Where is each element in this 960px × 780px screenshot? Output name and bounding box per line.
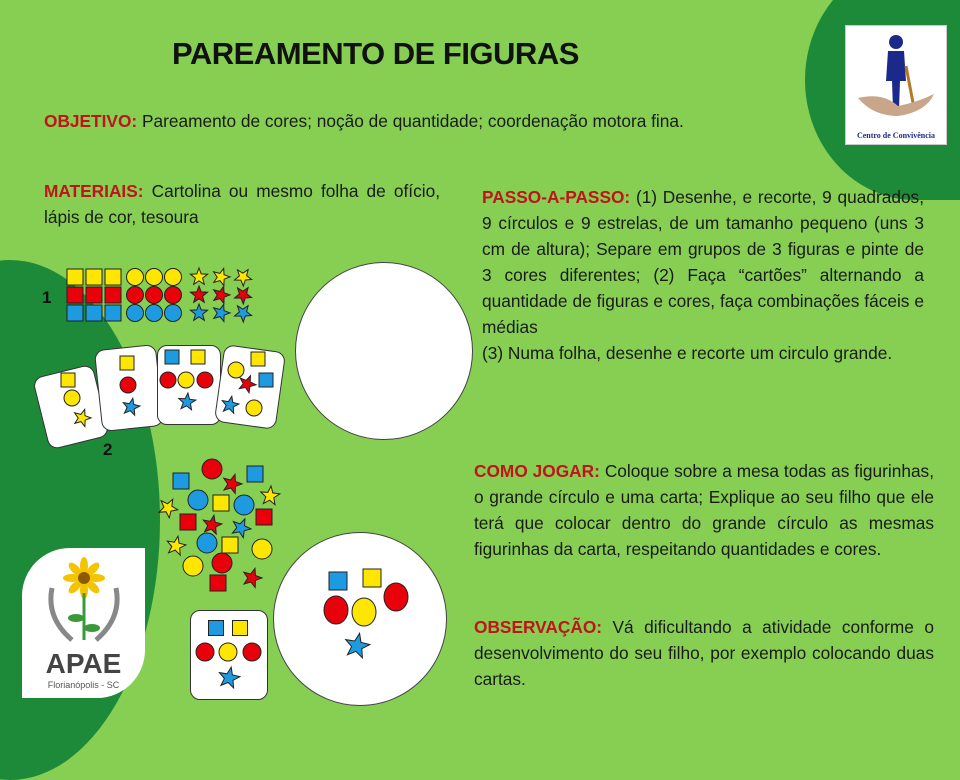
square-figure <box>210 575 226 591</box>
star-figure <box>235 288 252 304</box>
circle-figure <box>228 362 244 378</box>
circle-figure <box>127 269 144 286</box>
page-title: PAREAMENTO DE FIGURAS <box>172 36 579 71</box>
circle-figure <box>252 539 272 559</box>
star-figure <box>224 474 242 493</box>
square-figure <box>67 305 83 321</box>
materiais-text: Cartolina ou mesmo folha de ofício, lápis de cor, tesoura <box>44 181 440 227</box>
circle-figure <box>219 643 237 661</box>
star-figure <box>346 633 370 658</box>
circle-figure <box>384 583 408 611</box>
como-jogar-text: Coloque sobre a mesa todas as figurinhas, o grande círculo e uma carta; Explique ao seu filho que ele terá que colocar dentro do grande círculo as mesmas figurinhas da carta, respeitando quantidades e cores. <box>474 461 934 559</box>
circle-figure <box>196 643 214 661</box>
circle-figure <box>246 400 262 416</box>
circle-figure <box>202 459 222 479</box>
square-figure <box>259 373 273 387</box>
objetivo-text: Pareamento de cores; noção de quantidade; coordenação motora fina. <box>141 111 684 131</box>
objetivo-label: OBJETIVO: <box>44 111 138 131</box>
passo-text: (1) Desenhe, e recorte, 9 quadrados, 9 círculos e 9 estrelas, de um tamanho pequeno (uns 3 cm de altura); Separe em grupos de 3 figuras e pinte de 3 cores diferentes; (2) Faça “cartões” alternando a quantidade de figuras e cores, faça combinações fáceis e médias <box>482 187 924 337</box>
square-figure <box>233 621 248 636</box>
circle-figure <box>178 372 194 388</box>
star-figure <box>190 268 207 284</box>
circle-figure <box>234 495 254 515</box>
square-figure <box>61 373 75 387</box>
passo-label: PASSO-A-PASSO: <box>482 187 631 207</box>
star-figure <box>159 499 178 518</box>
square-figure <box>256 509 272 525</box>
circle-figure <box>188 490 208 510</box>
apae-name: APAE <box>45 648 122 679</box>
observacao-label: OBSERVAÇÃO: <box>474 617 603 637</box>
star-figure <box>261 486 280 505</box>
como-jogar-label: COMO JOGAR: <box>474 461 600 481</box>
circle-figure <box>165 287 182 304</box>
square-figure <box>105 269 121 285</box>
square-figure <box>86 305 102 321</box>
star-figure <box>75 409 91 426</box>
circle-figure <box>146 287 163 304</box>
star-figure <box>179 393 196 410</box>
circle-figure <box>127 287 144 304</box>
square-figure <box>363 569 381 587</box>
materiais-label: MATERIAIS: <box>44 181 144 201</box>
circle-figure <box>324 596 348 624</box>
observacao-text: Vá dificultando a atividade conforme o desenvolvimento do seu filho, por exemplo colocando duas cartas. <box>474 617 934 689</box>
circle-figure <box>183 556 203 576</box>
circle-figure <box>165 269 182 286</box>
star-figure <box>214 304 230 321</box>
square-figure <box>251 352 265 366</box>
circle-figure <box>165 305 182 322</box>
star-figure <box>123 398 140 415</box>
circle-figure <box>160 372 176 388</box>
square-figure <box>105 287 121 303</box>
star-figure <box>214 286 230 303</box>
square-figure <box>86 269 102 285</box>
logo-caption: Centro de Convivência <box>856 131 936 140</box>
star-figure <box>190 304 207 320</box>
square-figure <box>165 350 179 364</box>
square-figure <box>247 466 263 482</box>
circle-figure <box>120 377 136 393</box>
circle-figure <box>127 305 144 322</box>
star-figure <box>239 376 256 393</box>
star-figure <box>232 519 251 538</box>
star-figure <box>214 268 230 285</box>
square-figure <box>191 350 205 364</box>
square-figure <box>67 287 83 303</box>
square-figure <box>329 572 347 590</box>
square-figure <box>120 356 134 370</box>
square-figure <box>213 495 229 511</box>
circle-figure <box>146 305 163 322</box>
circle-figure <box>64 390 80 406</box>
square-figure <box>105 305 121 321</box>
square-figure <box>86 287 102 303</box>
star-figure <box>222 396 239 413</box>
square-figure <box>222 537 238 553</box>
star-figure <box>219 667 240 688</box>
star-figure <box>235 306 252 322</box>
star-figure <box>235 270 252 286</box>
square-figure <box>180 514 196 530</box>
star-figure <box>167 536 186 555</box>
square-figure <box>67 269 83 285</box>
step-number-1: 1 <box>42 288 52 307</box>
circle-figure <box>197 372 213 388</box>
circle-figure <box>243 643 261 661</box>
star-figure <box>190 286 207 302</box>
circle-figure <box>352 598 376 626</box>
apae-city: Florianópolis - SC <box>47 680 120 690</box>
star-figure <box>203 515 222 534</box>
step-number-2: 2 <box>103 440 113 459</box>
star-figure <box>244 568 262 587</box>
circle-figure <box>212 553 232 573</box>
circle-figure <box>197 533 217 553</box>
circle-figure <box>146 269 163 286</box>
square-figure <box>173 473 189 489</box>
square-figure <box>209 621 224 636</box>
passo-text-step3: (3) Numa folha, desenhe e recorte um circulo grande. <box>482 343 893 363</box>
